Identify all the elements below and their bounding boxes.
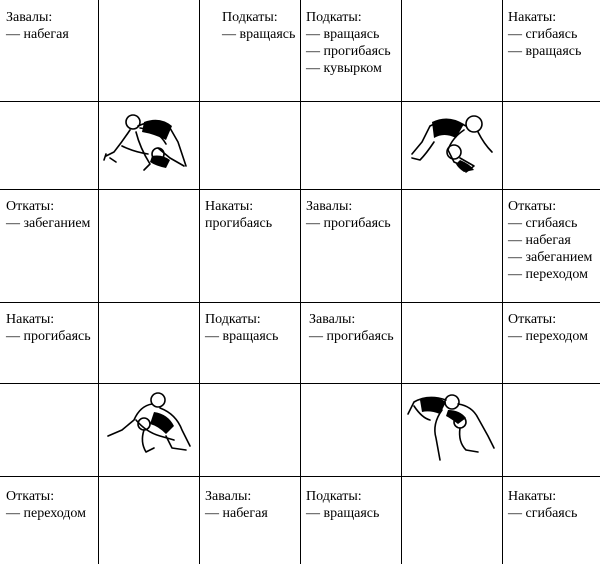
- technique-variant: — забеганием: [508, 250, 593, 265]
- technique-title: Накаты:: [6, 312, 55, 327]
- technique-variant: — прогибаясь: [306, 44, 391, 59]
- technique-title: Завалы:: [309, 312, 356, 327]
- technique-cell: [199, 302, 300, 383]
- technique-variant: — прогибаясь: [309, 329, 394, 344]
- technique-variant: — набегая: [508, 233, 571, 248]
- technique-cell: [0, 302, 98, 383]
- technique-cell: [0, 0, 98, 101]
- technique-title: Накаты:: [205, 199, 254, 214]
- technique-title: Подкаты:: [205, 312, 261, 327]
- technique-cell: [300, 0, 401, 101]
- wrestlers-illustration-2: [404, 108, 500, 180]
- technique-variant: — переходом: [6, 506, 87, 521]
- technique-variant: — вращаясь: [306, 27, 380, 42]
- technique-cell: [502, 302, 600, 383]
- technique-title: Подкаты:: [222, 10, 278, 25]
- technique-variant: — кувырком: [306, 61, 382, 76]
- technique-variant: — набегая: [6, 27, 69, 42]
- technique-cell: [216, 0, 300, 101]
- column-divider: [98, 0, 99, 564]
- technique-title: Накаты:: [508, 10, 557, 25]
- technique-cell: [199, 476, 300, 564]
- technique-cell: [502, 476, 600, 564]
- technique-title: Накаты:: [508, 489, 557, 504]
- technique-variant: — сгибаясь: [508, 27, 578, 42]
- technique-title: Подкаты:: [306, 10, 362, 25]
- technique-cell: [300, 189, 401, 302]
- technique-variant: — вращаясь: [306, 506, 380, 521]
- technique-variant: — сгибаясь: [508, 216, 578, 231]
- row-divider: [0, 383, 600, 384]
- technique-variant: — прогибаясь: [6, 329, 91, 344]
- technique-variant: — вращаясь: [205, 329, 279, 344]
- technique-cell: [300, 302, 401, 383]
- technique-variant: прогибаясь: [205, 216, 273, 231]
- technique-cell: [0, 189, 98, 302]
- technique-title: Завалы:: [205, 489, 252, 504]
- technique-title: Подкаты:: [306, 489, 362, 504]
- technique-title: Откаты:: [508, 312, 557, 327]
- technique-cell: [199, 189, 300, 302]
- technique-variant: — набегая: [205, 506, 268, 521]
- technique-variant: — вращаясь: [222, 27, 296, 42]
- technique-variant: — переходом: [508, 267, 589, 282]
- wrestlers-illustration-3: [100, 390, 198, 470]
- row-divider: [0, 101, 600, 102]
- technique-title: Завалы:: [6, 10, 53, 25]
- technique-title: Откаты:: [508, 199, 557, 214]
- column-divider: [401, 0, 402, 564]
- technique-variant: — сгибаясь: [508, 506, 578, 521]
- technique-cell: [0, 476, 98, 564]
- technique-variant: — вращаясь: [508, 44, 582, 59]
- technique-cell: [300, 476, 401, 564]
- technique-cell: [502, 0, 600, 101]
- technique-variant: — забеганием: [6, 216, 91, 231]
- technique-title: Завалы:: [306, 199, 353, 214]
- technique-title: Откаты:: [6, 489, 55, 504]
- wrestlers-illustration-4: [402, 388, 500, 472]
- wrestlers-illustration-1: [100, 108, 198, 180]
- technique-title: Откаты:: [6, 199, 55, 214]
- technique-cell: [502, 189, 600, 302]
- technique-variant: — переходом: [508, 329, 589, 344]
- technique-variant: — прогибаясь: [306, 216, 391, 231]
